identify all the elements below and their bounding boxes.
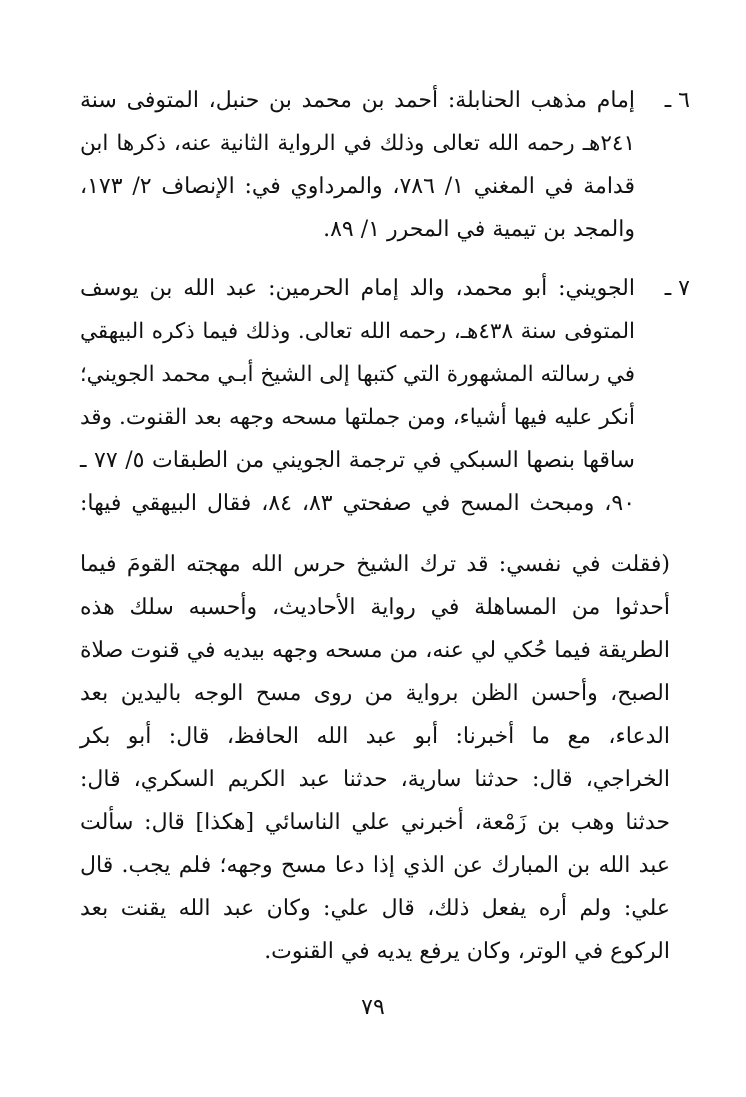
footnote-7-line: في رسالته المشهورة التي كتبها إلى الشيخ أبـي محمد الجويني؛ <box>79 362 635 387</box>
footnote-6-line: قدامة في المغني ١/ ٧٨٦، والمرداوي في: الإنصاف ٢/ ١٧٣، <box>80 174 635 199</box>
quote-line: علي: ولم أره يفعل ذلك، قال علي: وكان عبد الله يقنت بعد <box>80 896 670 921</box>
quote-line: الصبح، وأحسن الظن برواية من روى مسح الوجه باليدين بعد <box>80 681 670 706</box>
footnote-6-line: ٢٤١هـ رحمه الله تعالى وذلك في الرواية الثانية عنه، ذكرها ابن <box>80 131 635 156</box>
footnote-7-line: الجويني: أبو محمد، والد إمام الحرمين: عبد الله بن يوسف <box>80 276 635 301</box>
quote-line: حدثنا وهب بن زَمْعة، أخبرني علي الناسائي [هكذا] قال: سألت <box>80 810 670 835</box>
footnote-7-line: أنكر عليه فيها أشياء، ومن جملتها مسحه وجهه بعد القنوت. وقد <box>80 405 635 430</box>
quote-line: أحدثوا من المساهلة في رواية الأحاديث، وأحسبه سلك هذه <box>80 595 670 620</box>
footnote-7-number: ٧ ـ <box>664 276 690 301</box>
quote-line: عبد الله بن المبارك عن الذي إذا دعا مسح وجهه؛ فلم يجب. قال <box>80 853 670 878</box>
footnote-6-number: ٦ ـ <box>664 88 690 113</box>
quote-line: الدعاء، مع ما أخبرنا: أبو عبد الله الحافظ، قال: أبو بكر <box>80 724 670 749</box>
footnote-7-line: ساقها بنصها السبكي في ترجمة الجويني من الطبقات ٥/ ٧٧ ـ <box>80 448 635 473</box>
page-number: ٧٩ <box>361 995 385 1020</box>
quote-line: (فقلت في نفسي: قد ترك الشيخ حرس الله مهجته القومَ فيما <box>80 552 670 577</box>
footnote-6-line: إمام مذهب الحنابلة: أحمد بن محمد بن حنبل، المتوفى سنة <box>80 88 635 113</box>
footnote-7-line: ٩٠، ومبحث المسح في صفحتي ٨٣، ٨٤، فقال البيهقي فيها: <box>80 491 636 516</box>
footnote-6-line: والمجد بن تيمية في المحرر ١/ ٨٩. <box>323 217 635 242</box>
quote-line: الركوع في الوتر، وكان يرفع يديه في القنوت. <box>264 939 670 964</box>
footnote-7-line: المتوفى سنة ٤٣٨هـ، رحمه الله تعالى. وذلك فيما ذكره البيهقي <box>80 319 635 344</box>
quote-line: الخراجي، قال: حدثنا سارية، حدثنا عبد الكريم السكري، قال: <box>80 767 670 792</box>
quote-line: الطريقة فيما حُكي لي عنه، من مسحه وجهه بيديه في قنوت صلاة <box>80 638 670 663</box>
